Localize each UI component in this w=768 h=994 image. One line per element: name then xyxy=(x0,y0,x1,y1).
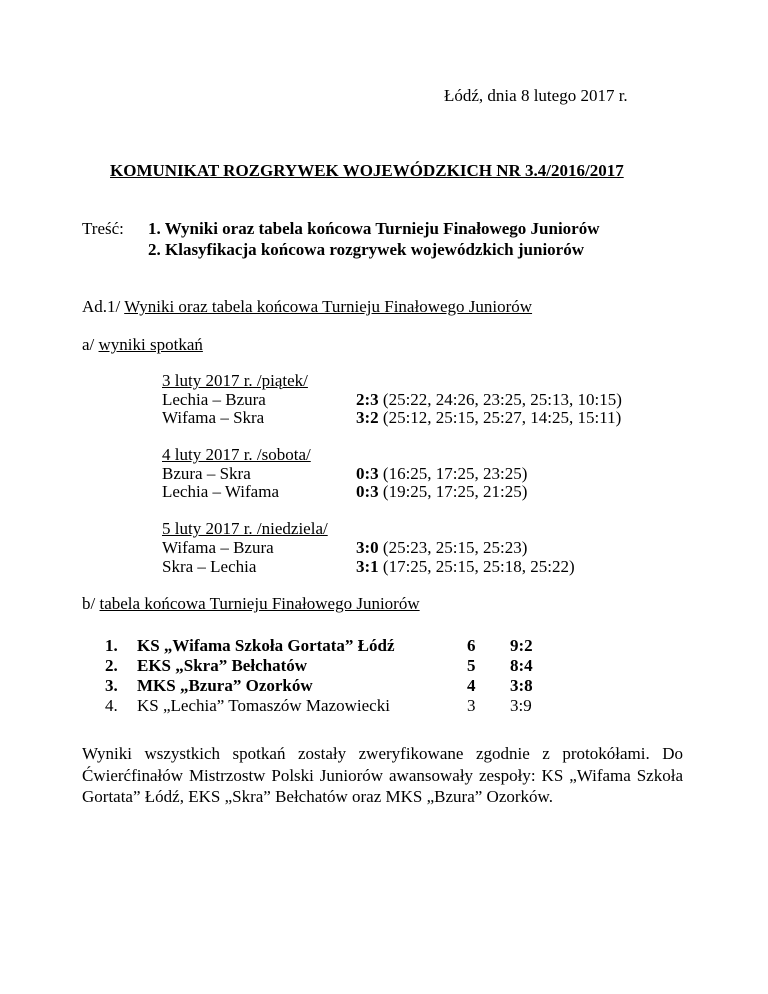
match-score: 2:3 xyxy=(356,390,379,409)
match-result xyxy=(356,538,527,558)
standings-pos: 1. xyxy=(105,636,118,655)
standings-team: KS „Wifama Szkoła Gortata” Łódź xyxy=(137,636,395,655)
match-score: 0:3 xyxy=(356,482,379,501)
standings-points: 4 xyxy=(467,676,476,695)
place-date: Łódź, dnia 8 lutego 2017 r. xyxy=(444,86,628,105)
match-score: 0:3 xyxy=(356,464,379,483)
standings-team: MKS „Bzura” Ozorków xyxy=(137,676,313,695)
standings-sets: 8:4 xyxy=(510,656,533,675)
standings-team: KS „Lechia” Tomaszów Mazowiecki xyxy=(137,696,390,715)
standings-pos: 3. xyxy=(105,676,118,695)
contents-label: Treść: xyxy=(82,219,124,238)
standings-sets: 3:8 xyxy=(510,676,533,695)
match-teams: Lechia – Bzura xyxy=(162,390,266,409)
standings-prefix: b/ xyxy=(82,594,96,613)
match-teams: Skra – Lechia xyxy=(162,557,257,576)
match-result xyxy=(356,390,622,410)
match-result xyxy=(356,557,575,577)
standings-sets: 3:9 xyxy=(510,696,532,715)
standings-points: 3 xyxy=(467,696,476,715)
match-sets: (25:12, 25:15, 25:27, 14:25, 15:11) xyxy=(382,408,622,427)
match-result xyxy=(356,408,621,428)
standings-title: tabela końcowa Turnieju Finałowego Juniorów xyxy=(99,594,420,613)
standings-points: 6 xyxy=(467,636,476,655)
standings-pos: 4. xyxy=(105,696,118,715)
results-prefix: a/ xyxy=(82,335,95,354)
day-date: 4 luty 2017 r. /sobota/ xyxy=(162,445,311,464)
match-result xyxy=(356,464,527,484)
day-date: 3 luty 2017 r. /piątek/ xyxy=(162,371,308,390)
match-score: 3:1 xyxy=(356,557,379,576)
match-sets: (17:25, 25:15, 25:18, 25:22) xyxy=(382,557,575,576)
document-title: KOMUNIKAT ROZGRYWEK WOJEWÓDZKICH NR 3.4/2016/2017 xyxy=(110,161,624,180)
contents-item-2: 2. Klasyfikacja końcowa rozgrywek wojewódzkich juniorów xyxy=(148,240,584,259)
match-teams: Lechia – Wifama xyxy=(162,482,279,501)
match-sets: (19:25, 17:25, 21:25) xyxy=(382,482,528,501)
match-teams: Bzura – Skra xyxy=(162,464,251,483)
match-sets: (25:23, 25:15, 25:23) xyxy=(382,538,528,557)
match-sets: (16:25, 17:25, 23:25) xyxy=(382,464,528,483)
standings-pos: 2. xyxy=(105,656,118,675)
results-title: wyniki spotkań xyxy=(98,335,203,354)
results-heading xyxy=(82,335,203,355)
match-result xyxy=(356,482,527,502)
standings-team: EKS „Skra” Bełchatów xyxy=(137,656,308,675)
day-date: 5 luty 2017 r. /niedziela/ xyxy=(162,519,328,538)
standings-heading xyxy=(82,594,420,614)
section1-heading xyxy=(82,297,532,317)
contents-item-1: 1. Wyniki oraz tabela końcowa Turnieju Finałowego Juniorów xyxy=(148,219,600,238)
match-score: 3:2 xyxy=(356,408,379,427)
standings-sets: 9:2 xyxy=(510,636,533,655)
match-teams: Wifama – Bzura xyxy=(162,538,274,557)
match-sets: (25:22, 24:26, 23:25, 25:13, 10:15) xyxy=(382,390,622,409)
section1-title: Wyniki oraz tabela końcowa Turnieju Finałowego Juniorów xyxy=(124,297,533,316)
standings-points: 5 xyxy=(467,656,476,675)
summary-paragraph: Wyniki wszystkich spotkań zostały zweryfikowane zgodnie z protokółami. Do Ćwierćfinałów Mistrzostw Polski Juniorów awansowały zespoły: KS „Wifama Szkoła Gortata” Łódź, EKS „Skra” Bełchatów oraz MKS „Bzura” Ozorków. xyxy=(82,744,683,806)
section1-prefix: Ad.1/ xyxy=(82,297,121,316)
match-score: 3:0 xyxy=(356,538,379,557)
match-teams: Wifama – Skra xyxy=(162,408,265,427)
